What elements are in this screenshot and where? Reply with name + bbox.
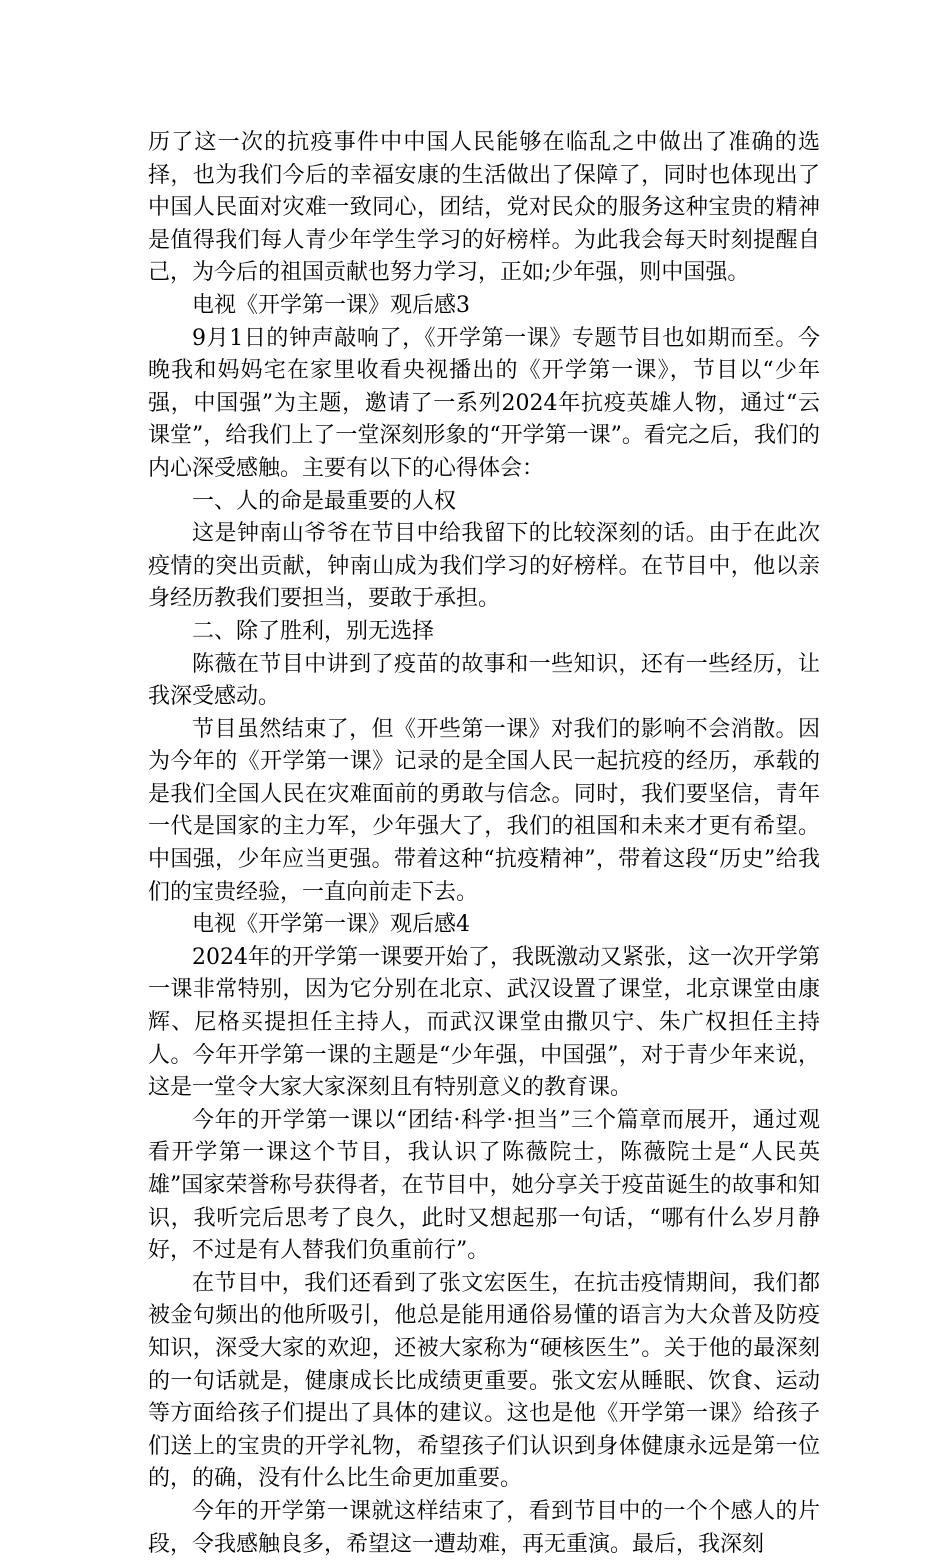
subheading-1: 一、人的命是最重要的人权 [192, 488, 457, 514]
paragraph-continuation: 历了这一次的抗疫事件中中国人民能够在临乱之中做出了准确的选择，也为我们今后的幸福安康的生活做出了保障了，同时也体现出了中国人民面对灾难一致同心，团结，党对民众的服务这种宝贵的精神是值得我们每人青少年学生学习的好榜样。为此我会每天时刻提醒自己，为今后的祖国贡献也努力学习，正如;少年强，则中国强。 [148, 130, 820, 286]
paragraph: 9月1日的钟声敲响了，《开学第一课》专题节目也如期而至。今晚我和妈妈宅在家里收看央视播出的《开学第一课》，节目以“少年强，中国强”为主题，邀请了一系列2024年抗疫英雄人物，通过“云课堂”，给我们上了一堂深刻形象的“开学第一课”。看完之后，我们的内心深受感触。主要有以下的心得体会： [148, 325, 820, 481]
paragraph: 在节目中，我们还看到了张文宏医生，在抗击疫情期间，我们都被金句频出的他所吸引，他总是能用通俗易懂的语言为大众普及防疫知识，深受大家的欢迎，还被大家称为“硬核医生”。关于他的最深刻的一句话就是，健康成长比成绩更重要。张文宏从睡眠、饮食、运动等方面给孩子们提出了具体的建议。这也是他《开学第一课》给孩子们送上的宝贵的开学礼物，希望孩子们认识到身体健康永远是第一位的，的确，没有什么比生命更加重要。 [148, 1270, 820, 1492]
section-heading-3: 电视《开学第一课》观后感3 [192, 292, 470, 318]
paragraph: 陈薇在节目中讲到了疫苗的故事和一些知识，还有一些经历，让我深受感动。 [148, 651, 820, 710]
subheading-2: 二、除了胜利，别无选择 [192, 618, 435, 644]
paragraph: 这是钟南山爷爷在节目中给我留下的比较深刻的话。由于在此次疫情的突出贡献，钟南山成为我们学习的好榜样。在节目中，他以亲身经历教我们要担当，要敢于承担。 [148, 521, 820, 612]
section-heading-4: 电视《开学第一课》观后感4 [192, 912, 470, 938]
paragraph: 今年的开学第一课就这样结束了，看到节目中的一个个感人的片段，令我感触良多，希望这一遭劫难，再无重演。最后，我深刻 [148, 1498, 820, 1557]
paragraph: 2024年的开学第一课要开始了，我既激动又紧张，这一次开学第一课非常特别，因为它分别在北京、武汉设置了课堂，北京课堂由康辉、尼格买提担任主持人，而武汉课堂由撒贝宁、朱广权担任主持人。今年开学第一课的主题是“少年强，中国强”，对于青少年来说，这是一堂令大家大家深刻且有特别意义的教育课。 [148, 944, 820, 1101]
paragraph: 节目虽然结束了，但《开些第一课》对我们的影响不会消散。因为今年的《开学第一课》记录的是全国人民一起抗疫的经历，承载的是我们全国人民在灾难面前的勇敢与信念。同时，我们要坚信，青年一代是国家的主力军，少年强大了，我们的祖国和未来才更有希望。中国强，少年应当更强。带着这种“抗疫精神”，带着这段“历史”给我们的宝贵经验，一直向前走下去。 [148, 716, 820, 905]
paragraph: 今年的开学第一课以“团结·科学·担当”三个篇章而展开，通过观看开学第一课这个节目，我认识了陈薇院士，陈薇院士是“人民英雄”国家荣誉称号获得者，在节目中，她分享关于疫苗诞生的故事和知识，我听完后思考了良久，此时又想起那一句话，“哪有什么岁月静好，不过是有人替我们负重前行”。 [148, 1107, 820, 1264]
document-page [148, 127, 820, 1561]
